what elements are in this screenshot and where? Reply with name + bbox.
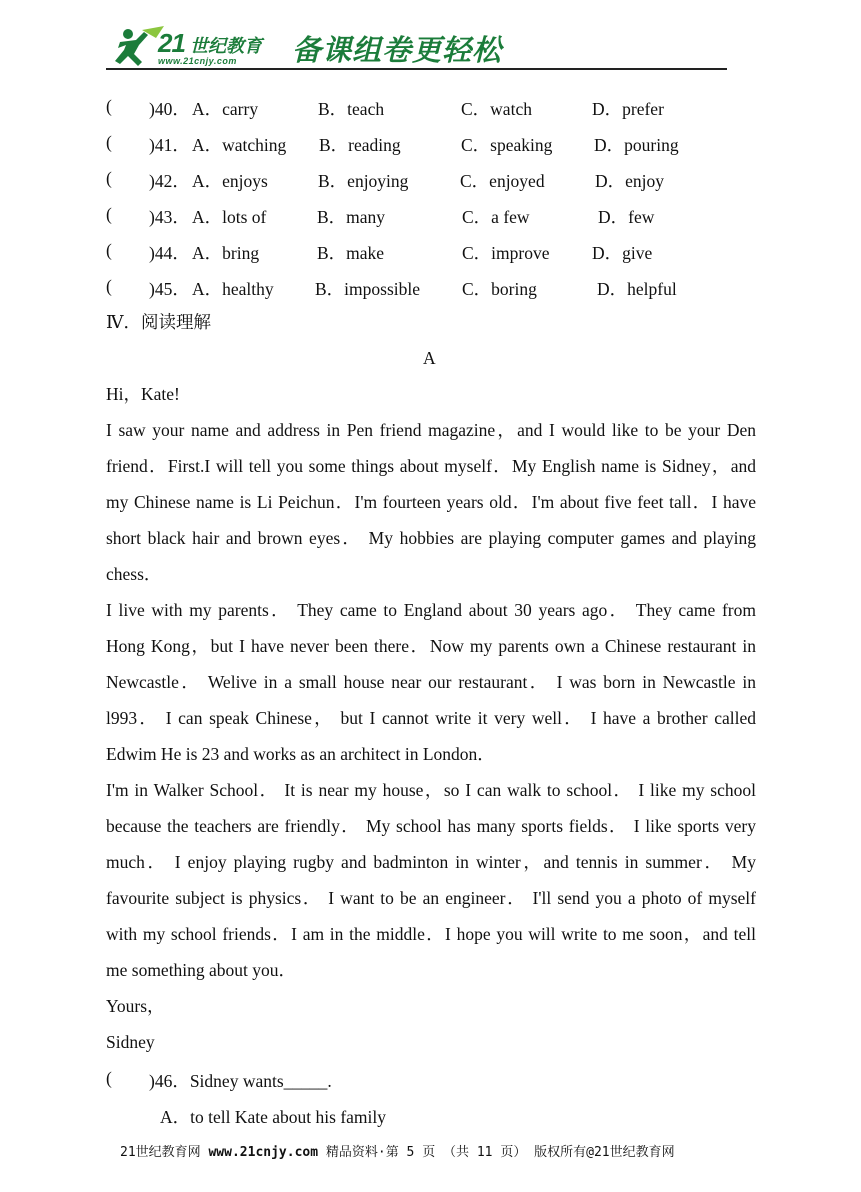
option-c: C．improve [462, 243, 550, 263]
letter-greeting: Hi，Kate! [106, 384, 180, 404]
page-header [106, 26, 727, 70]
option-d: D．enjoy [595, 171, 665, 191]
answer-paren[interactable]: ( [106, 1068, 112, 1088]
option-c: C．a few [462, 207, 530, 227]
question-number: )45． [149, 279, 190, 299]
letter-signature: Sidney [106, 1032, 155, 1052]
answer-paren[interactable]: ( [106, 276, 112, 296]
letter-line: Edwim He is 23 and works as an architect in London． [106, 744, 495, 764]
runner-logo-icon [106, 26, 166, 68]
passage-label: A [423, 348, 436, 368]
answer-paren[interactable]: ( [106, 132, 112, 152]
option-a: A．bring [192, 243, 260, 263]
option-a: A．healthy [192, 279, 274, 299]
brand-name: 世纪教育 [190, 36, 262, 57]
letter-line: l993． I can speak Chinese， but I cannot write it very well． I have a brother called [106, 708, 756, 728]
footer-url[interactable]: www.21cnjy.com [208, 1145, 319, 1160]
letter-line: chess． [106, 564, 162, 584]
brand-url: www.21cnjy.com [158, 56, 237, 66]
answer-paren[interactable]: ( [106, 168, 112, 188]
option-b: B．reading [319, 135, 401, 155]
letter-line: my Chinese name is Li Peichun．I'm fourteen years old．I'm about five feet tall．I have [106, 492, 756, 512]
option-c: C．enjoyed [460, 171, 545, 191]
option-b: B．many [317, 207, 386, 227]
letter-line: me something about you． [106, 960, 297, 980]
question-number: )40． [149, 99, 190, 119]
option-a: A．enjoys [192, 171, 268, 191]
footer-page-info: 精品资料·第 5 页 （共 11 页） 版权所有@21世纪教育网 [325, 1145, 675, 1160]
question-number: )44． [149, 243, 190, 263]
answer-paren[interactable]: ( [106, 96, 112, 116]
option-d: D．prefer [592, 99, 664, 119]
option-c: C．watch [461, 99, 532, 119]
letter-line: Hong Kong，but I have never been there．Now my parents own a Chinese restaurant in [106, 636, 756, 656]
option-b: B．teach [318, 99, 385, 119]
letter-line: I saw your name and address in Pen friend magazine，and I would like to be your Den [106, 420, 756, 440]
question-number: )42． [149, 171, 190, 191]
option-b: B．impossible [315, 279, 421, 299]
letter-line: Newcastle． Welive in a small house near our restaurant． I was born in Newcastle in [106, 672, 756, 692]
option-a: A．to tell Kate about his family [160, 1107, 386, 1127]
section-heading: Ⅳ．阅读理解 [106, 312, 211, 332]
header-slogan: 备课组卷更轻松 [292, 33, 503, 67]
option-c: C．boring [462, 279, 537, 299]
question-number: )43． [149, 207, 190, 227]
option-a: A．carry [192, 99, 259, 119]
option-c: C．speaking [461, 135, 553, 155]
answer-paren[interactable]: ( [106, 204, 112, 224]
question-number: )41． [149, 135, 190, 155]
option-d: D．few [598, 207, 655, 227]
letter-line: I live with my parents． They came to England about 30 years ago． They came from [106, 600, 756, 620]
letter-line: much． I enjoy playing rugby and badminton in winter，and tennis in summer． My [106, 852, 756, 872]
brand-number: 21 [158, 28, 185, 58]
header-divider [106, 68, 727, 70]
footer-site: 21世纪教育网 [120, 1145, 201, 1160]
letter-line: friend．First.I will tell you some things about myself．My English name is Sidney，and [106, 456, 756, 476]
option-d: D．give [592, 243, 653, 263]
option-b: B．enjoying [318, 171, 409, 191]
letter-line: because the teachers are friendly． My school has many sports fields． I like sports very [106, 816, 756, 836]
option-b: B．make [317, 243, 385, 263]
option-a: A．watching [192, 135, 287, 155]
answer-paren[interactable]: ( [106, 240, 112, 260]
letter-line: favourite subject is physics． I want to be an engineer． I'll send you a photo of myself [106, 888, 756, 908]
question-stem: )46．Sidney wants_____. [149, 1071, 332, 1091]
letter-line: short black hair and brown eyes． My hobbies are playing computer games and playing [106, 528, 756, 548]
letter-line: with my school friends．I am in the middle．I hope you will write to me soon，and tell [106, 924, 756, 944]
option-d: D．pouring [594, 135, 679, 155]
letter-closing: Yours， [106, 996, 165, 1016]
letter-line: I'm in Walker School． It is near my house，so I can walk to school． I like my school [106, 780, 756, 800]
option-a: A．lots of [192, 207, 267, 227]
option-d: D．helpful [597, 279, 677, 299]
page-footer [120, 1141, 675, 1160]
